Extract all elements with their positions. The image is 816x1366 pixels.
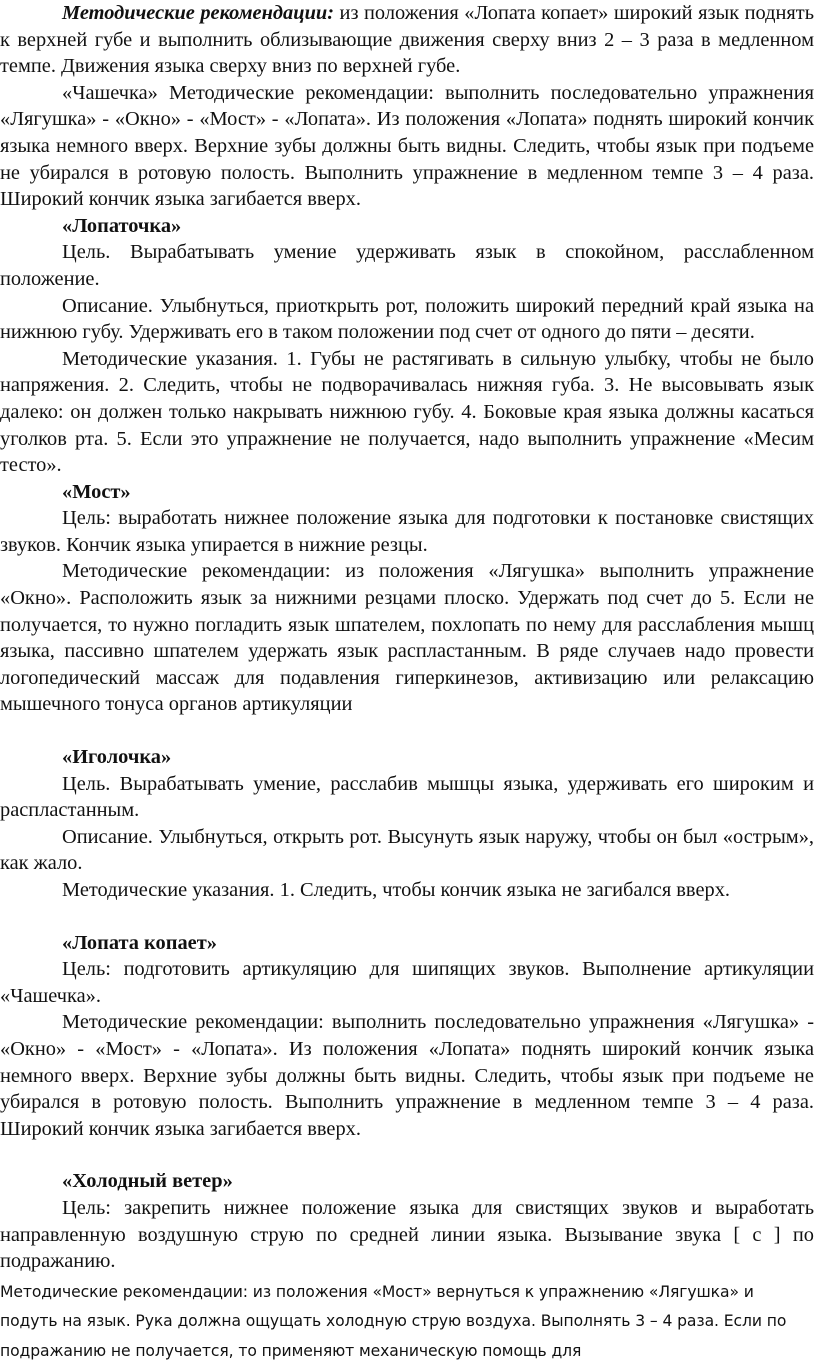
- section-title-lopata-kopaet: «Лопата копает»: [62, 931, 217, 954]
- intro-lead: Методические рекомендации:: [62, 2, 335, 24]
- intro-paragraph-2: «Чашечка» Методические рекомендации: выполнить последовательно упражнения «Лягушка» - «Окно» - «Мост» - «Лопата». Из положения «Лопата» поднять широкий кончик языка немного вверх. Верхние зубы должны быть видны. Следить, чтобы язык при подъеме не убирался в ротовую полость. Выполнить упражнение в медленном темпе 3 – 4 раза. Широкий кончик языка загибается вверх.: [0, 81, 814, 211]
- section-title-most: «Мост»: [62, 480, 131, 503]
- section-title-igolochka: «Иголочка»: [62, 746, 172, 769]
- lopata-kopaet-goal: Цель: подготовить артикуляцию для шипящих звуков. Выполнение артикуляции «Чашечка».: [0, 958, 814, 1007]
- intro-paragraph-1: [0, 0, 814, 80]
- igolochka-instructions: Методические указания. 1. Следить, чтобы кончик языка не загибался вверх.: [62, 879, 730, 901]
- spacer: [0, 1142, 814, 1168]
- most-goal: Цель: выработать нижнее положение языка для подготовки к постановке свистящих звуков. Кончик языка упирается в нижние резцы.: [0, 507, 814, 556]
- spacer: [0, 904, 814, 930]
- intro-text: из положения «Лопата копает» широкий язык поднять к верхней губе и выполнить облизывающие движения сверху вниз 2 – 3 раза в медленном темпе. Движения языка сверху вниз по верхней губе.: [0, 2, 815, 78]
- igolochka-description: Описание. Улыбнуться, открыть рот. Высунуть язык наружу, чтобы он был «острым», как жало.: [0, 825, 814, 875]
- section-title-lopatochka: «Лопаточка»: [62, 214, 182, 237]
- kholodny-veter-goal: Цель: закрепить нижнее положение языка для свистящих звуков и выработать направленную воздушную струю по средней линии языка. Вызывание звука [ с ] по подражанию.: [0, 1196, 814, 1273]
- lopatochka-description: Описание. Улыбнуться, приоткрыть рот, положить широкий передний край языка на нижнюю губу. Удерживать его в таком положении под счет от одного до пяти – десяти.: [0, 294, 814, 344]
- spacer: [0, 718, 814, 744]
- lopatochka-goal: Цель. Вырабатывать умение удерживать язык в спокойном, расслабленном положение.: [0, 241, 814, 290]
- kholodny-veter-recommendations: Методические рекомендации: из положения «Мост» вернуться к упражнению «Лягушка» и подуть на язык. Рука должна ощущать холодную струю воздуха. Выполнять 3 – 4 раза. Если по подражанию не получается, то применяют механическую помощь для: [0, 1282, 787, 1360]
- most-recommendations: Методические рекомендации: из положения «Лягушка» выполнить упражнение «Окно». Расположить язык за нижними резцами плоско. Удержать под счет до 5. Если не получается, то нужно погладить язык шпателем, похлопать по нему для расслабления мышц языка, пассивно шпателем удержать язык распластанным. В ряде случаев надо провести логопедический массаж для подавления гиперкинезов, активизацию или релаксацию мышечного тонуса органов артикуляции: [0, 560, 814, 716]
- lopata-kopaet-recommendations: Методические рекомендации: выполнить последовательно упражнения «Лягушка» - «Окно» - «Мост» - «Лопата». Из положения «Лопата» поднять широкий кончик языка немного вверх. Верхние зубы должны быть видны. Следить, чтобы язык при подъеме не убирался в ротовую полость. Выполнить упражнение в медленном темпе 3 – 4 раза. Широкий кончик языка загибается вверх.: [0, 1011, 814, 1140]
- section-title-kholodny-veter: «Холодный ветер»: [62, 1170, 233, 1193]
- igolochka-goal: Цель. Вырабатывать умение, расслабив мышцы языка, удерживать его широким и распластанным.: [0, 772, 814, 822]
- lopatochka-instructions: Методические указания. 1. Губы не растягивать в сильную улыбку, чтобы не было напряжения. 2. Следить, чтобы не подворачивалась нижняя губа. 3. Не высовывать язык далеко: он должен только накрывать нижнюю губу. 4. Боковые края языка должны касаться уголков рта. 5. Если это упражнение не получается, надо выполнить упражнение «Месим тесто».: [0, 347, 814, 477]
